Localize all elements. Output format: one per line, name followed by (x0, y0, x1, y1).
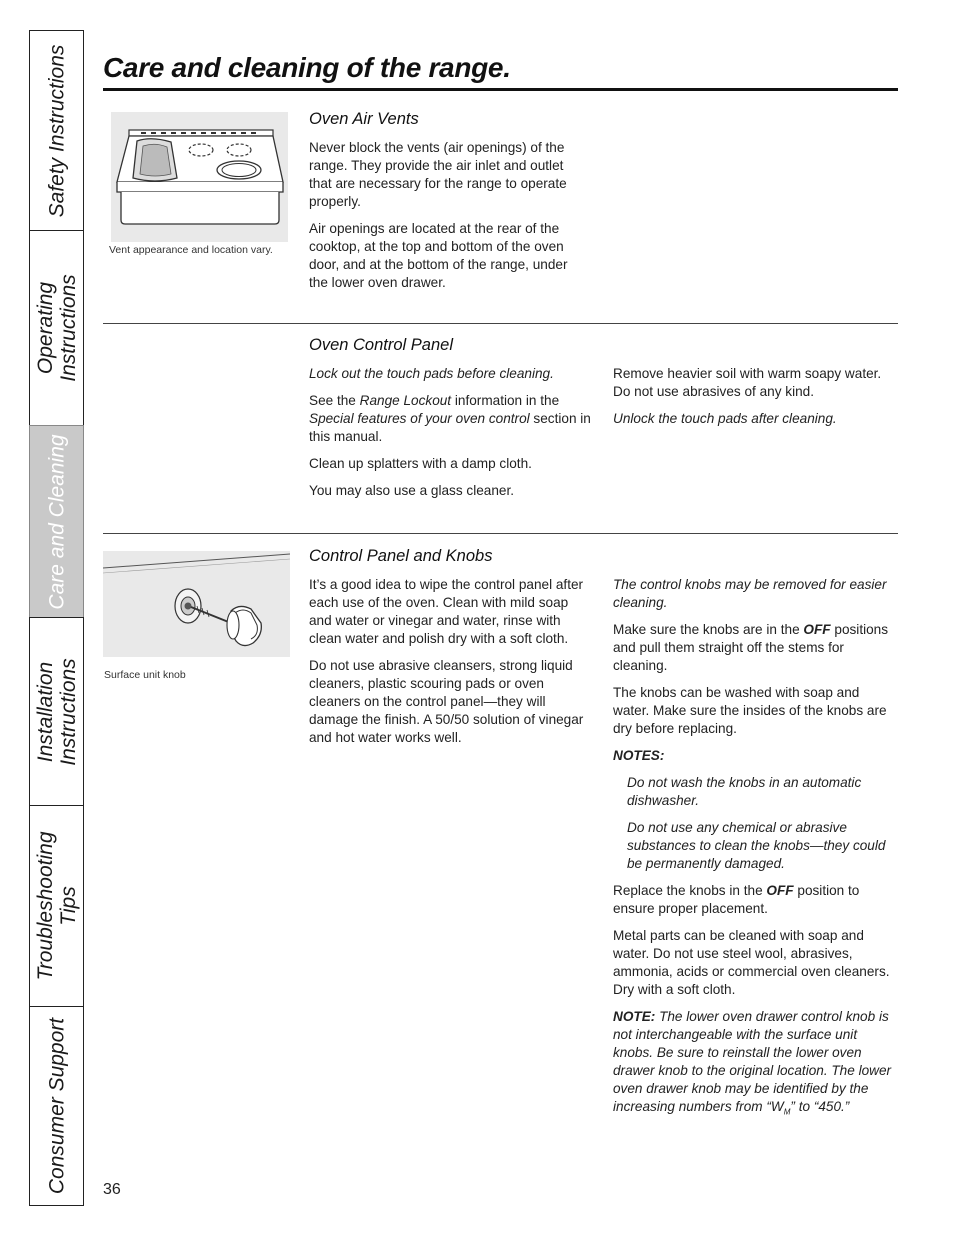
control-panel-text-right (613, 365, 898, 437)
tab-consumer-support[interactable] (29, 1006, 84, 1206)
tab-label: Safety Instructions (45, 44, 68, 217)
note-dishwasher: Do not wash the knobs in an automatic dishwasher. (627, 775, 862, 808)
off-label: OFF (803, 622, 831, 637)
abrasive-warning-paragraph: Do not use abrasive cleansers, strong liquid cleaners, plastic scouring pads or oven cleaners on the control panel—they will damage the finish. A 50/50 solution of vinegar and hot water works well. (309, 658, 584, 745)
knobs-off-paragraph: Make sure the knobs are in the OFF positions and pull them straight off the stems for cleaning. (613, 622, 889, 673)
vents-paragraph: Never block the vents (air openings) of the range. They provide the air inlet and outlet that are necessary for the range to operate properly. (309, 140, 567, 209)
tab-label: Installation Instructions (33, 657, 80, 766)
splatters-paragraph: Clean up splatters with a damp cloth. (309, 456, 532, 471)
section-divider (103, 323, 898, 324)
glass-cleaner-paragraph: You may also use a glass cleaner. (309, 483, 515, 498)
tab-care-and-cleaning[interactable] (29, 425, 84, 618)
tab-label: Care and Cleaning (45, 433, 68, 610)
see-reference-paragraph: See the Range Lockout information in the Special features of your oven control section in this manual. (309, 393, 591, 444)
range-vent-illustration (111, 112, 288, 242)
wipe-panel-paragraph: It’s a good idea to wipe the control panel after each use of the oven. Clean with mild soap and water or vinegar and water, rinse with clean water and polish dry with a soft cloth. (309, 577, 584, 646)
knobs-washed-paragraph: The knobs can be washed with soap and water. Make sure the insides of the knobs are dry before replacing. (613, 685, 887, 736)
note-label: NOTE: (613, 1009, 656, 1024)
knobs-text-right (613, 576, 899, 1131)
page-number: 36 (103, 1181, 121, 1198)
knob-caption: Surface unit knob (104, 669, 186, 681)
tab-label: Consumer Support (45, 1017, 68, 1195)
vent-caption: Vent appearance and location vary. (109, 244, 273, 256)
page-title: Care and cleaning of the range. (103, 52, 511, 83)
note-chemicals: Do not use any chemical or abrasive substances to clean the knobs—they could be permanently damaged. (627, 820, 886, 871)
unlock-instruction: Unlock the touch pads after cleaning. (613, 411, 837, 426)
knob-icon (103, 551, 290, 657)
section-heading-oven-air-vents: Oven Air Vents (309, 110, 419, 128)
replace-knobs-paragraph: Replace the knobs in the OFF position to ensure proper placement. (613, 883, 860, 916)
tab-label: Troubleshooting Tips (33, 831, 80, 981)
vents-paragraph: Air openings are located at the rear of the cooktop, at the top and bottom of the oven door, and at the bottom of the range, under the lower oven drawer. (309, 221, 568, 290)
section-divider (103, 533, 898, 534)
lower-drawer-knob-note: NOTE: The lower oven drawer control knob is not interchangeable with the surface unit knobs. Be sure to reinstall the lower oven drawer knob to the original location. The lower oven drawer knob may be identified by the increasing numbers from “$W_M$” to “450.” (613, 1009, 892, 1117)
knobs-removable: The control knobs may be removed for easier cleaning. (613, 577, 887, 610)
title-rule (103, 88, 898, 91)
lockout-instruction: Lock out the touch pads before cleaning. (309, 366, 554, 381)
range-lockout-reference: Range Lockout (359, 393, 452, 408)
range-icon (111, 112, 288, 242)
vents-text (309, 139, 589, 301)
section-heading-control-panel-and-knobs: Control Panel and Knobs (309, 547, 493, 565)
heavier-soil-paragraph: Remove heavier soil with warm soapy water. Do not use abrasives of any kind. (613, 366, 882, 399)
tab-safety-instructions[interactable] (29, 30, 84, 231)
notes-label: NOTES: (613, 748, 665, 763)
tab-troubleshooting-tips[interactable] (29, 805, 84, 1007)
section-heading-oven-control-panel: Oven Control Panel (309, 336, 453, 354)
surface-knob-illustration (103, 551, 290, 657)
knobs-text-left (309, 576, 592, 756)
special-features-reference: Special features of your oven control (309, 411, 530, 426)
tab-operating-instructions[interactable] (29, 230, 84, 426)
off-label: OFF (766, 883, 794, 898)
control-panel-text-left (309, 365, 599, 509)
tab-installation-instructions[interactable] (29, 617, 84, 806)
tab-label: Operating Instructions (33, 274, 80, 382)
metal-parts-paragraph: Metal parts can be cleaned with soap and water. Do not use steel wool, abrasives, ammonia, acids or commercial oven cleaners. Dry with a soft cloth. (613, 928, 890, 997)
side-tabs (29, 30, 84, 1206)
